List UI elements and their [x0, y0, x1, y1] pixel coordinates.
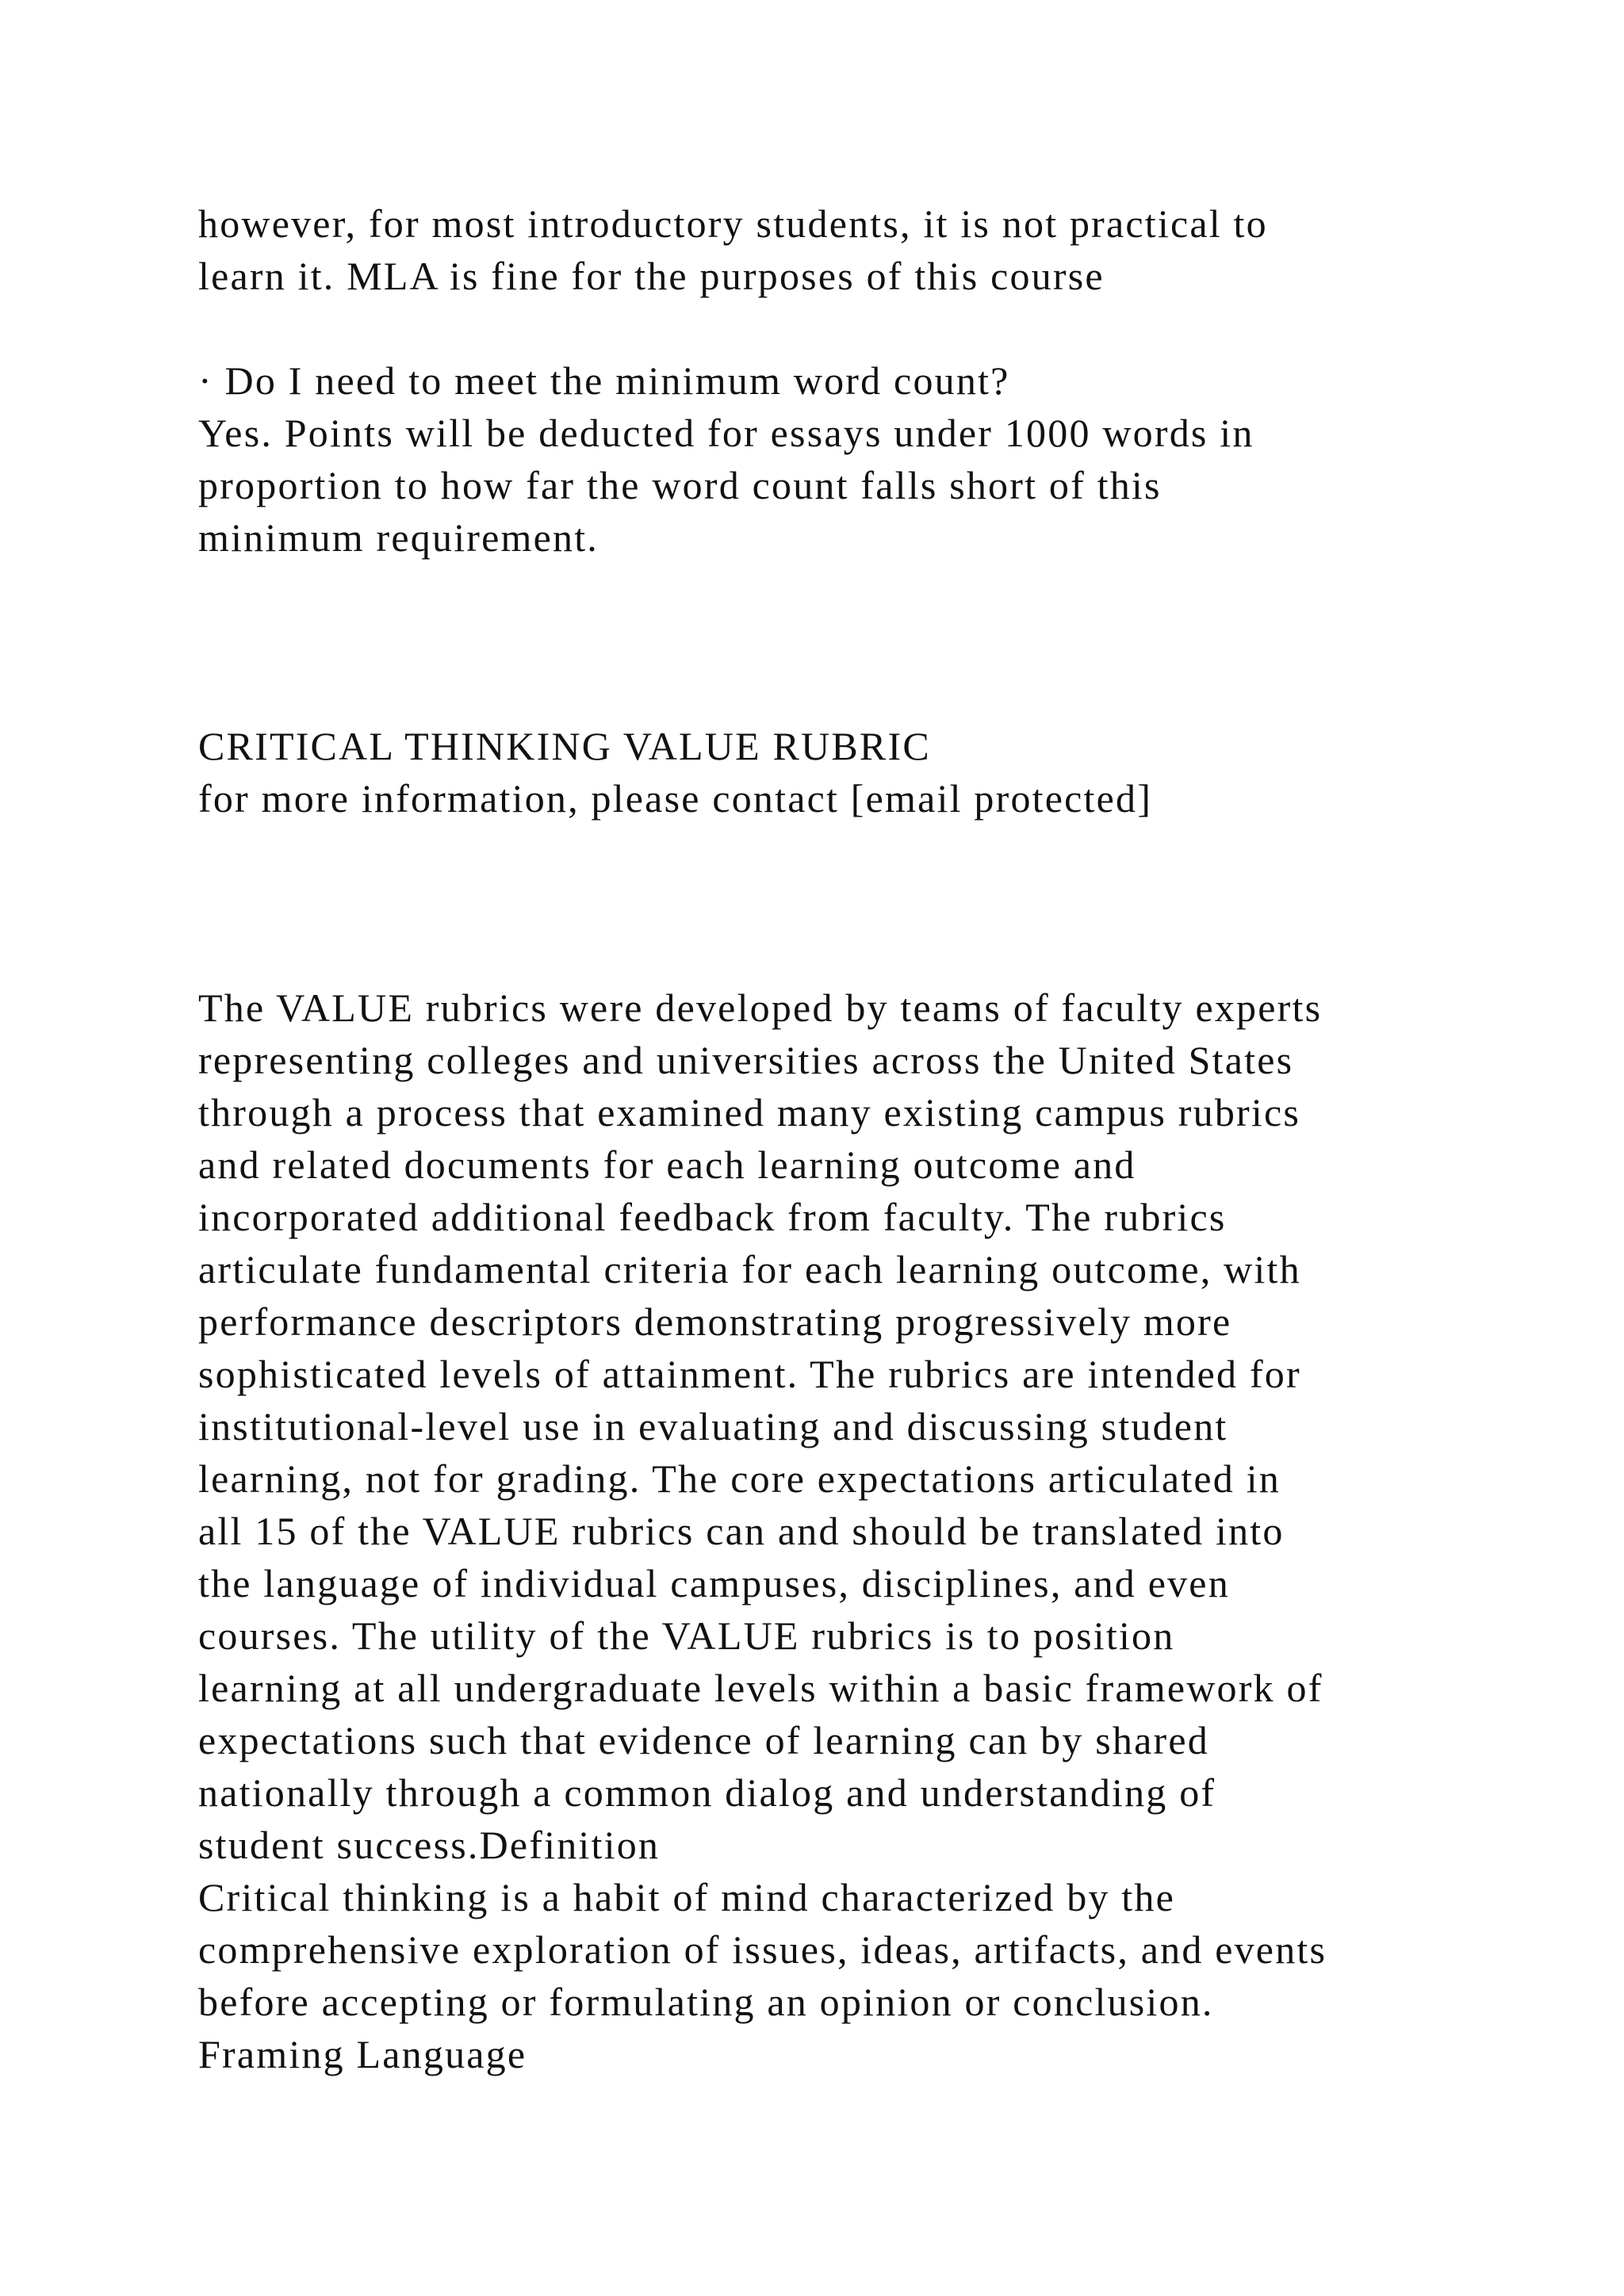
text-line: expectations such that evidence of learning can by shared — [198, 1718, 1209, 1762]
rubric-body — [198, 982, 1483, 2080]
text-line: sophisticated levels of attainment. The rubrics are intended for — [198, 1352, 1301, 1396]
text-line: performance descriptors demonstrating progressively more — [198, 1299, 1232, 1344]
text-line: comprehensive exploration of issues, ideas, artifacts, and events — [198, 1927, 1327, 1972]
text-line: the language of individual campuses, disciplines, and even — [198, 1561, 1230, 1605]
faq-question: · Do I need to meet the minimum word count? — [198, 358, 1010, 403]
text-line: before accepting or formulating an opinion or conclusion. — [198, 1980, 1214, 2024]
text-line: The VALUE rubrics were developed by teams of faculty experts — [198, 985, 1323, 1030]
text-line: Framing Language — [198, 2032, 527, 2076]
text-line: through a process that examined many existing campus rubrics — [198, 1090, 1301, 1135]
text-line: student success.Definition — [198, 1823, 661, 1867]
rubric-title: CRITICAL THINKING VALUE RUBRIC — [198, 724, 931, 768]
faq-answer-line: minimum requirement. — [198, 515, 599, 560]
text-line: and related documents for each learning outcome and — [198, 1142, 1136, 1187]
intro-paragraph — [198, 197, 1483, 302]
text-line: learn it. MLA is fine for the purposes of this course — [198, 254, 1105, 298]
faq-answer-line: proportion to how far the word count falls short of this — [198, 463, 1162, 507]
text-line: articulate fundamental criteria for each learning outcome, with — [198, 1247, 1301, 1292]
text-line: courses. The utility of the VALUE rubrics is to position — [198, 1613, 1175, 1658]
text-line: Critical thinking is a habit of mind characterized by the — [198, 1875, 1175, 1919]
text-line: learning at all undergraduate levels within a basic framework of — [198, 1666, 1323, 1710]
faq-answer-line: Yes. Points will be deducted for essays under 1000 words in — [198, 411, 1254, 455]
word-count-faq — [198, 354, 1483, 564]
text-line: representing colleges and universities across the United States — [198, 1038, 1294, 1082]
rubric-contact: for more information, please contact [email protected] — [198, 776, 1153, 821]
text-line: all 15 of the VALUE rubrics can and should be translated into — [198, 1509, 1285, 1553]
text-line: incorporated additional feedback from faculty. The rubrics — [198, 1195, 1227, 1239]
text-line: however, for most introductory students, it is not practical to — [198, 201, 1268, 246]
text-line: institutional-level use in evaluating and discussing student — [198, 1404, 1228, 1448]
rubric-header — [198, 720, 1483, 825]
text-line: learning, not for grading. The core expectations articulated in — [198, 1456, 1281, 1501]
text-line: nationally through a common dialog and understanding of — [198, 1770, 1216, 1815]
